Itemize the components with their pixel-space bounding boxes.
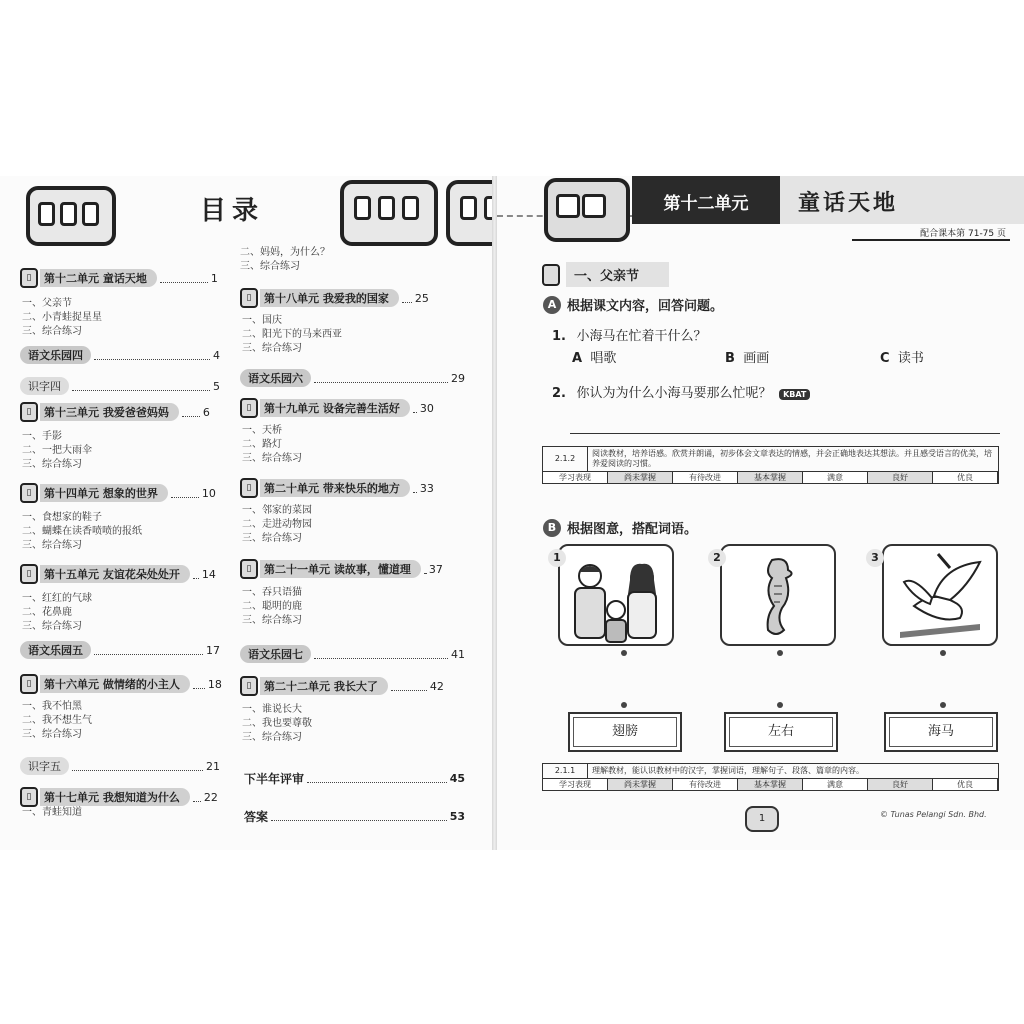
section-heading	[542, 262, 669, 287]
option-letter: C	[880, 351, 890, 366]
toc-unit-19[interactable]	[240, 398, 434, 418]
toc-sub-list	[242, 586, 302, 628]
option-text: 画画	[743, 351, 770, 366]
toc-unit-15[interactable]	[20, 564, 216, 584]
seahorse-icon	[720, 544, 836, 646]
toc-unit-21[interactable]	[240, 559, 443, 579]
toc-sub-list	[22, 592, 92, 634]
toc-sub-item[interactable]: 一、父亲节	[22, 298, 72, 309]
option-letter: B	[725, 351, 735, 366]
kbat-tag: KBAT	[779, 389, 810, 400]
toc-sub-item[interactable]: 一、食想家的鞋子	[22, 512, 102, 523]
toc-sub-item[interactable]: 二、路灯	[242, 439, 282, 450]
option-text: 唱歌	[590, 351, 617, 366]
rubric-cell[interactable]: 优良	[933, 472, 998, 483]
toc-unit-label: 第十三单元 我爱爸爸妈妈	[40, 403, 179, 421]
option-b[interactable]	[725, 347, 769, 366]
toc-sub-item[interactable]: 三、综合练习	[242, 732, 302, 743]
picture-number: 1	[548, 549, 566, 567]
toc-sub-item[interactable]: 一、国庆	[242, 315, 282, 326]
toc-page-number: 4	[213, 348, 220, 362]
match-dot[interactable]	[940, 650, 946, 656]
question-text: 你认为为什么小海马要那么忙呢？	[576, 386, 772, 401]
book-icon	[542, 264, 560, 286]
toc-unit-14[interactable]	[20, 483, 216, 503]
toc-sub-item[interactable]: 二、阳光下的马来西亚	[242, 329, 342, 340]
toc-sub-list	[242, 703, 312, 745]
toc-sub-item[interactable]: 二、花鼻鹿	[22, 607, 72, 618]
page-number: 1	[745, 806, 779, 832]
toc-page-number: 10	[201, 486, 216, 500]
toc-pill[interactable]: 语文乐园五	[20, 641, 91, 659]
toc-answers-label: 答案	[244, 810, 269, 824]
toc-page-number: 1	[210, 271, 218, 285]
toc-pill[interactable]: 识字五	[20, 757, 69, 775]
rubric-cell[interactable]: 基本掌握	[738, 472, 803, 483]
toc-unit-20[interactable]	[240, 478, 434, 498]
question-number: 2.	[552, 386, 566, 401]
rubric-table-2	[542, 763, 999, 791]
toc-sub-item[interactable]: 二、小青蛙捉星星	[22, 312, 102, 323]
toc-sub-list	[242, 314, 342, 356]
toc-unit-17[interactable]	[20, 787, 218, 807]
unit-label: 第十二单元	[632, 176, 780, 224]
word-box[interactable]	[724, 712, 838, 752]
toc-sub-list	[22, 511, 142, 553]
section-title: 一、父亲节	[566, 262, 669, 287]
toc-page-number: 25	[414, 291, 429, 305]
toc-sub-list	[242, 504, 312, 546]
toc-sub-item[interactable]: 三、综合练习	[22, 326, 82, 337]
toc-sub-item[interactable]: 二、蝴蝶在读香喷喷的报纸	[22, 526, 142, 537]
toc-sub-item[interactable]: 二、聪明的鹿	[242, 601, 302, 612]
toc-sub-item[interactable]: 三、综合练习	[242, 615, 302, 626]
tram-icon	[446, 180, 492, 246]
toc-sub-list	[22, 700, 92, 742]
part-letter: B	[543, 519, 561, 537]
toc-page-number: 45	[449, 772, 465, 785]
toc-pill[interactable]: 语文乐园四	[20, 346, 91, 364]
question-2	[552, 382, 810, 401]
toc-page-number: 30	[419, 401, 434, 415]
toc-sub-item[interactable]: 一、手影	[22, 431, 62, 442]
rubric-cell[interactable]: 良好	[868, 779, 933, 790]
picture-number: 3	[866, 549, 884, 567]
toc-unit-label: 第十五单元 友谊花朵处处开	[40, 565, 190, 583]
toc-unit-label: 第十七单元 我想知道为什么	[40, 788, 190, 806]
rubric-desc: 理解教材，能认识教材中的汉字，掌握词语，理解句子、段落、篇章的内容。	[592, 766, 864, 775]
rubric-cell[interactable]: 基本掌握	[738, 779, 803, 790]
part-b-heading	[543, 518, 697, 537]
rubric-cell[interactable]: 有待改进	[673, 779, 738, 790]
toc-page-number: 53	[449, 810, 465, 823]
answer-line[interactable]	[570, 433, 1000, 434]
toc-sub-list	[240, 246, 330, 274]
toc-sub-item[interactable]: 一、青蛙知道	[22, 807, 82, 818]
rubric-code: 2.1.1	[543, 764, 588, 778]
question-1	[552, 325, 707, 344]
toc-page-number: 22	[203, 790, 218, 804]
toc-page-number: 41	[451, 647, 465, 661]
bird-icon	[882, 544, 998, 646]
option-text: 读书	[897, 351, 924, 366]
toc-page-number: 29	[451, 371, 465, 385]
rubric-table-1	[542, 446, 999, 484]
toc-sub-item[interactable]: 一、吞只语猫	[242, 587, 302, 598]
word-label: 左右	[767, 724, 794, 739]
toc-unit-16[interactable]	[20, 674, 222, 694]
book-icon: ▯	[20, 787, 38, 807]
book-icon: ▯	[240, 559, 258, 579]
toc-unit-18[interactable]	[240, 288, 429, 308]
tram-icon	[26, 186, 116, 246]
book-icon: ▯	[20, 268, 38, 288]
tram-icon	[340, 180, 438, 246]
toc-sub-item[interactable]: 二、我不想生气	[22, 715, 92, 726]
toc-sub-item[interactable]: 三、综合练习	[242, 343, 302, 354]
word-box[interactable]	[568, 712, 682, 752]
toc-unit-22[interactable]	[240, 676, 444, 696]
toc-page-number: 37	[428, 562, 443, 576]
toc-sub-item[interactable]: 三、综合练习	[240, 261, 300, 272]
copyright: © Tunas Pelangi Sdn. Bhd.	[880, 810, 987, 819]
toc-sub-list	[22, 806, 82, 820]
book-icon: ▯	[240, 478, 258, 498]
option-letter: A	[572, 351, 583, 366]
toc-review-label: 下半年评审	[244, 772, 305, 786]
book-icon: ▯	[20, 674, 38, 694]
book-icon: ▯	[240, 288, 258, 308]
part-letter: A	[543, 296, 561, 314]
toc-page-number: 17	[206, 643, 220, 657]
toc-unit-label: 第十二单元 童话天地	[40, 269, 157, 287]
toc-sub-item[interactable]: 三、综合练习	[22, 540, 82, 551]
toc-sub-list	[22, 430, 92, 472]
match-dot[interactable]	[621, 702, 627, 708]
unit-title: 童话天地	[798, 191, 899, 216]
toc-page-number: 18	[207, 677, 222, 691]
rubric-cell[interactable]: 良好	[868, 472, 933, 483]
toc-sub-item[interactable]: 二、妈妈，为什么？	[240, 247, 330, 258]
option-c[interactable]	[880, 347, 924, 366]
toc-sub-item[interactable]: 二、走进动物园	[242, 519, 312, 530]
rubric-cell: 学习表现	[543, 779, 608, 790]
toc-sub-list	[22, 297, 102, 339]
toc-sub-item[interactable]: 三、综合练习	[242, 533, 302, 544]
rubric-code: 2.1.2	[543, 447, 588, 471]
option-a[interactable]	[572, 347, 616, 366]
toc-sub-item[interactable]: 三、综合练习	[242, 453, 302, 464]
toc-sub-item[interactable]: 二、我也要尊敬	[242, 718, 312, 729]
part-a-heading	[543, 295, 723, 314]
part-b-instruction: 根据图意，搭配词语。	[567, 522, 698, 537]
toc-sub-item[interactable]: 一、红红的气球	[22, 593, 92, 604]
toc-sub-item[interactable]: 一、邻家的菜园	[242, 505, 312, 516]
rubric-cell[interactable]: 尚未掌握	[608, 779, 673, 790]
toc-answers[interactable]	[244, 808, 465, 825]
toc-page-number: 33	[419, 481, 434, 495]
question-number: 1.	[552, 329, 566, 344]
toc-pill[interactable]: 识字四	[20, 377, 69, 395]
rubric-cell[interactable]: 满意	[803, 472, 868, 483]
toc-unit-label: 第十九单元 设备完善生活好	[260, 399, 410, 417]
rubric-cell[interactable]: 优良	[933, 779, 998, 790]
toc-page-number: 42	[429, 679, 444, 693]
toc-sub-item[interactable]: 一、天桥	[242, 425, 282, 436]
toc-unit-label: 第二十一单元 读故事，懂道理	[260, 560, 421, 578]
toc-sub-item[interactable]: 三、综合练习	[22, 459, 82, 470]
toc-sub-item[interactable]: 三、综合练习	[22, 729, 82, 740]
toc-unit-label: 第二十单元 带来快乐的地方	[260, 479, 410, 497]
toc-unit-label: 第十六单元 做情绪的小主人	[40, 675, 190, 693]
toc-unit-label: 第二十二单元 我长大了	[260, 677, 388, 695]
book-icon: ▯	[20, 402, 38, 422]
rubric-cell[interactable]: 尚未掌握	[608, 472, 673, 483]
toc-page-number: 14	[201, 567, 216, 581]
rubric-desc: 阅读教材，培养语感。欣赏并朗诵，初步体会文章表达的情感，并会正确地表达其想法。并且感受语言的优美，培养爱阅读的习惯。	[592, 449, 992, 468]
toc-unit-label: 第十四单元 想象的世界	[40, 484, 168, 502]
match-dot[interactable]	[940, 702, 946, 708]
word-label: 海马	[927, 724, 954, 739]
picture-number: 2	[708, 549, 726, 567]
toc-review[interactable]	[244, 770, 465, 787]
toc-page-number: 6	[202, 405, 210, 419]
book-icon: ▯	[20, 564, 38, 584]
book-icon: ▯	[20, 483, 38, 503]
word-box[interactable]	[884, 712, 998, 752]
rubric-cell: 学习表现	[543, 472, 608, 483]
toc-sub-item[interactable]: 一、我不怕黑	[22, 701, 82, 712]
toc-sub-item[interactable]: 二、一把大雨伞	[22, 445, 92, 456]
rubric-cell[interactable]: 有待改进	[673, 472, 738, 483]
toc-page-number: 21	[206, 759, 220, 773]
match-dot[interactable]	[777, 650, 783, 656]
part-a-instruction: 根据课文内容，回答问题。	[567, 299, 724, 314]
toc-sub-item[interactable]: 一、谁说长大	[242, 704, 302, 715]
toc-page-number: 5	[213, 379, 220, 393]
bus-icon	[544, 178, 630, 242]
toc-unit-label: 第十八单元 我爱我的国家	[260, 289, 399, 307]
question-text: 小海马在忙着干什么？	[576, 329, 707, 344]
rubric-cell[interactable]: 满意	[803, 779, 868, 790]
toc-unit-13[interactable]	[20, 402, 210, 422]
toc-pill[interactable]: 语文乐园七	[240, 645, 311, 663]
textbook-ref: 配合课本第 71-75 页	[852, 226, 1010, 241]
match-dot[interactable]	[621, 650, 627, 656]
book-icon: ▯	[240, 676, 258, 696]
toc-pill[interactable]: 语文乐园六	[240, 369, 311, 387]
family-icon	[558, 544, 674, 646]
toc-title: 目录	[200, 196, 265, 226]
toc-sub-item[interactable]: 三、综合练习	[22, 621, 82, 632]
word-label: 翅膀	[611, 724, 638, 739]
match-dot[interactable]	[777, 702, 783, 708]
toc-unit-12[interactable]	[20, 268, 218, 288]
book-icon: ▯	[240, 398, 258, 418]
toc-sub-list	[242, 424, 302, 466]
